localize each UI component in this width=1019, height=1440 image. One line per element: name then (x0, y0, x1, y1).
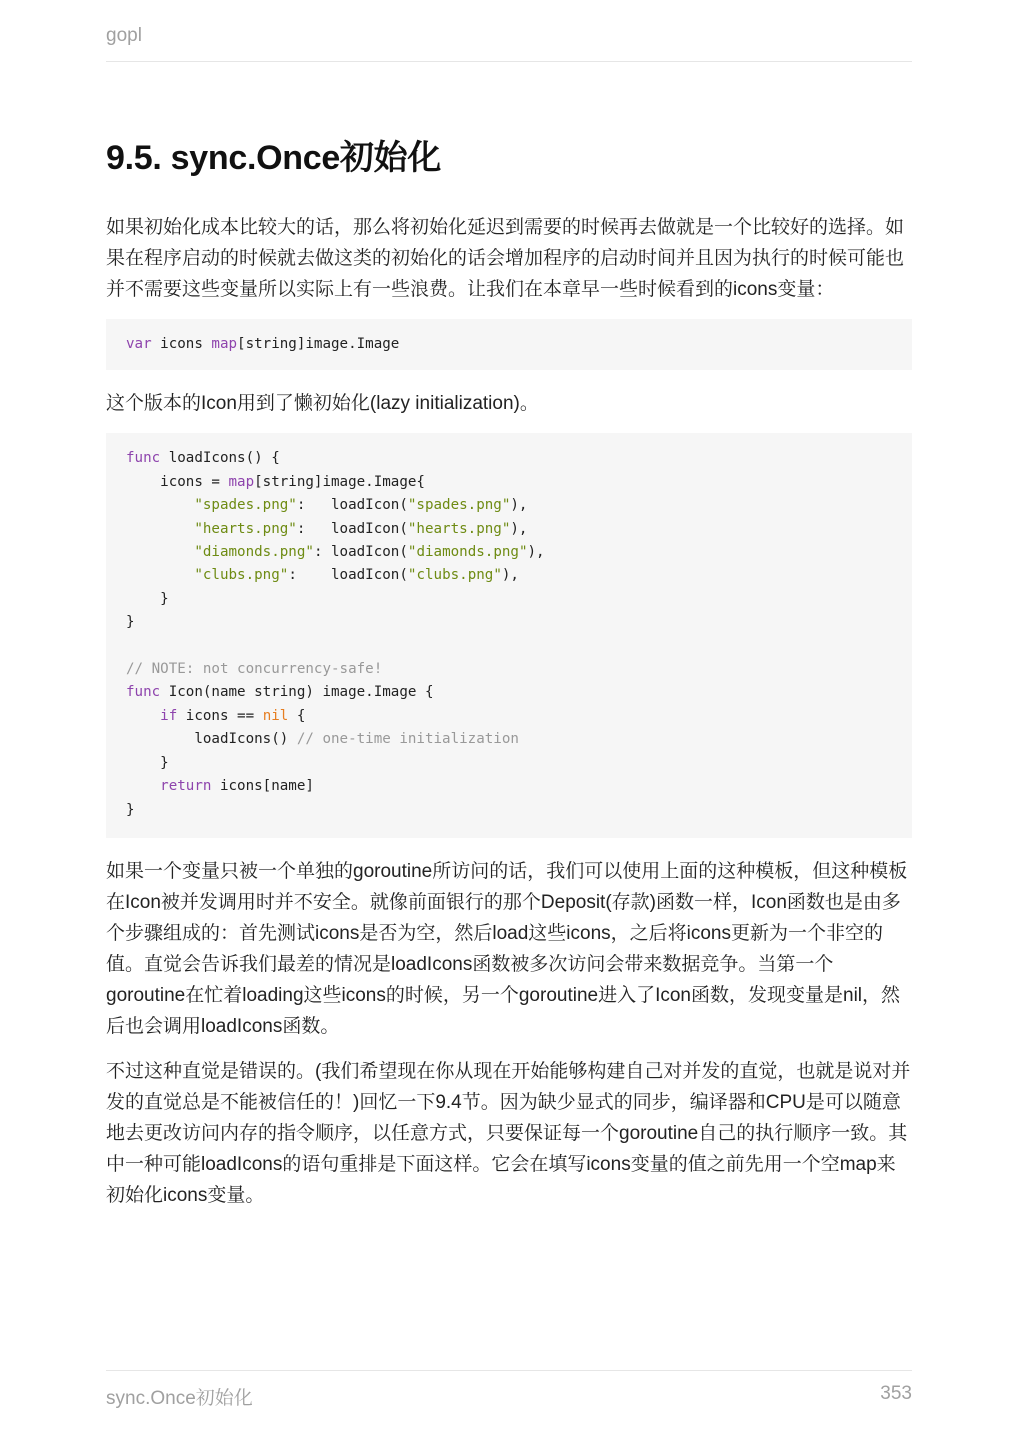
code-token: nil (262, 707, 289, 724)
page-header (106, 24, 912, 62)
code-token: } (126, 801, 135, 818)
code-token: // NOTE: not concurrency-safe! (126, 661, 383, 678)
code-token: ), (527, 544, 545, 561)
code-token: : loadIcon( (288, 567, 408, 584)
code-line (126, 564, 892, 587)
code-token: } (126, 614, 135, 631)
code-line (126, 775, 892, 798)
code-token: "clubs.png" (407, 567, 502, 584)
code-token: Icon(name string) image.Image { (160, 684, 434, 701)
code-token: : loadIcon( (296, 520, 408, 537)
code-token: map (211, 336, 238, 352)
code-token: func (126, 684, 161, 701)
page-number: 353 (880, 1383, 912, 1404)
code-token (126, 708, 160, 724)
code-token: icons == (177, 707, 263, 724)
code-token: // one-time initialization (296, 731, 519, 748)
code-line (126, 728, 892, 751)
code-token: "clubs.png" (194, 567, 289, 584)
code-token: loadIcons() { (160, 450, 280, 467)
code-token: if (160, 707, 178, 724)
book-title: gopl (106, 25, 142, 46)
code-token (126, 544, 194, 560)
code-token: [string]image.Image (237, 336, 400, 352)
code-token: ), (510, 520, 528, 537)
code-token: func (126, 450, 161, 467)
code-token: "hearts.png" (194, 520, 297, 537)
code-token: icons[name] (211, 778, 314, 795)
code-token: "spades.png" (194, 497, 297, 514)
paragraph-intuition: 不过这种直觉是错误的。(我们希望现在你从现在开始能够构建自己对并发的直觉，也就是说对并发的直觉总是不能被信任的！)回忆一下9.4节。因为缺少显式的同步，编译器和CPU是可以随意地去更改访问内存的指令顺序，以任意方式，只要保证每一个goroutine自己的执行顺序一致。其中一种可能loadIcons的语句重排是下面这样。它会在填写icons变量的值之前先用一个空map来初始化icons变量。 (106, 1060, 911, 1206)
code-token: : loadIcon( (313, 544, 408, 561)
code-token: } (126, 590, 169, 607)
code-token: var (126, 336, 152, 352)
code-line (126, 611, 892, 634)
code-line (126, 658, 892, 681)
code-line (126, 681, 892, 704)
code-token: ), (501, 567, 519, 584)
code-line (126, 494, 892, 517)
code-line (126, 471, 892, 494)
code-token: { (288, 707, 306, 724)
code-token: "diamonds.png" (194, 544, 314, 561)
code-token: : loadIcon( (296, 497, 408, 514)
code-token (126, 778, 160, 794)
code-line (126, 447, 892, 470)
code-token (126, 497, 194, 513)
code-token: } (126, 754, 169, 771)
code-line (126, 635, 892, 658)
code-line (126, 333, 892, 356)
section-title: 9.5. sync.Once初始化 (106, 139, 442, 177)
paragraph-lazy-init: 这个版本的Icon用到了懒初始化(lazy initialization)。 (106, 393, 539, 415)
code-token (126, 567, 194, 583)
code-token: "spades.png" (407, 497, 511, 514)
code-token: "hearts.png" (407, 520, 511, 537)
main-content (106, 130, 912, 1225)
code-token: return (160, 778, 212, 795)
code-line (126, 799, 892, 822)
code-token: ), (510, 497, 528, 514)
code-line (126, 705, 892, 728)
code-line (126, 518, 892, 541)
code-token: loadIcons() (126, 731, 297, 748)
page-footer (106, 1370, 912, 1413)
paragraph-intro: 如果初始化成本比较大的话，那么将初始化延迟到需要的时候再去做就是一个比较好的选择。如果在程序启动的时候就去做这类的初始化的话会增加程序的启动时间并且因为执行的时候可能也并不需要这些变量所以实际上有一些浪费。让我们在本章早一些时候看到的icons变量： (106, 217, 905, 300)
code-token: icons (151, 336, 212, 352)
footer-chapter-title: sync.Once初始化 (106, 1388, 253, 1409)
code-block-icons-var (106, 319, 912, 370)
code-line (126, 752, 892, 775)
code-line (126, 588, 892, 611)
code-token (126, 521, 194, 537)
code-block-load-icons (106, 433, 912, 838)
code-token: icons = (126, 473, 229, 490)
paragraph-concurrency: 如果一个变量只被一个单独的goroutine所访问的话，我们可以使用上面的这种模板，但这种模板在Icon被并发调用时并不安全。就像前面银行的那个Deposit(存款)函数一样，Icon函数也是由多个步骤组成的：首先测试icons是否为空，然后load这些icons，之后将icons更新为一个非空的值。直觉会告诉我们最差的情况是loadIcons函数被多次访问会带来数据竞争。当第一个goroutine在忙着loading这些icons的时候，另一个goroutine进入了Icon函数，发现变量是nil，然后也会调用loadIcons函数。 (106, 860, 908, 1037)
code-line (126, 541, 892, 564)
code-token: "diamonds.png" (407, 544, 528, 561)
code-token: [string]image.Image{ (254, 473, 425, 490)
code-token: map (228, 473, 255, 490)
